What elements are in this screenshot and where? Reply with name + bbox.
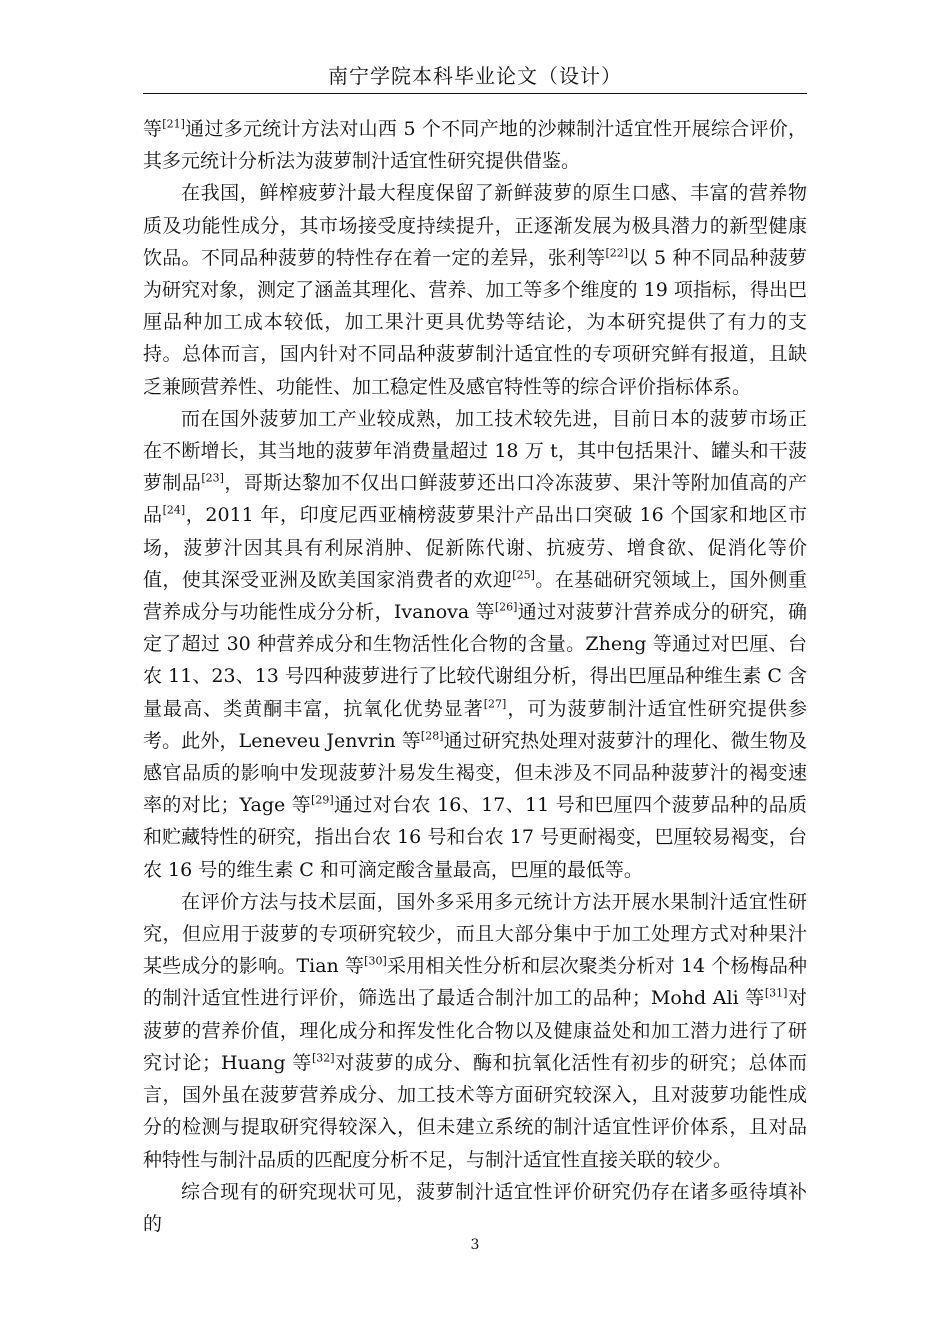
text-run: 在我国，鲜榨疲萝汁最大程度保留了新鲜菠萝的原生口感、丰富的营养物质及功能性成分，其市场接受度持续提升，正逐渐发展为极具潜力的新型健康饮品。不同品种菠萝的特性存在着一定的差异，张利等: [143, 182, 807, 269]
citation-marker: [26]: [494, 600, 518, 614]
citation-marker: [29]: [311, 793, 334, 807]
citation-marker: [22]: [605, 246, 629, 260]
text-run: 对菠萝的成分、酶和抗氧化活性有初步的研究；总体而言，国外虽在菠萝营养成分、加工技术等方面研究较深入，且对菠萝功能性成分的检测与提取研究得较深入，但未建立系统的制汁适宜性评价体系，且对品种特性与制汁品质的匹配度分析不足，与制汁适宜性直接关联的较少。: [143, 1051, 807, 1171]
page-number: 3: [470, 1237, 480, 1253]
text-run: 对菠萝的营养价值，理化成分和挥发性化合物以及健康益处和加工潜力进行了研究讨论；Huang 等: [143, 987, 807, 1074]
citation-marker: [23]: [201, 471, 224, 485]
text-run: 而在国外菠萝加工产业较成熟，加工技术较先进，目前日本的菠萝市场正在不断增长，其当地的菠萝年消费量超过 18 万 t，其中包括果汁、罐头和干菠萝制品: [143, 407, 807, 495]
citation-marker: [27]: [483, 697, 507, 711]
text-run: 通过对台农 16、17、11 号和巴厘四个菠萝品种的品质和贮藏特性的研究，指出台农 16 号和台农 17 号更耐褐变，巴厘较易褐变，台农 16 号的维生素 C 和可滴定酸含量最高，巴厘的最低等。: [143, 794, 807, 881]
text-run: 以 5 种不同品种菠萝为研究对象，测定了涵盖其理化、营养、加工等多个维度的 19 项指标，得出巴厘品种加工成本较低，加工果汁更具优势等结论，为本研究提供了有力的支持。总体而言，国内针对不同品种菠萝制汁适宜性的专项研究鲜有报道，且缺乏兼顾营养性、功能性、加工稳定性及感官特性等的综合评价指标体系。: [143, 246, 807, 398]
text-run: ，2011 年，印度尼西亚楠榜菠萝果汁产品出口突破 16 个国家和地区市场，菠萝汁因其具有利尿消肿、促新陈代谢、抗疲劳、增食欲、促消化等价值，使其深受亚洲及欧美国家消费者的欢迎: [143, 504, 807, 591]
text-run: 通过研究热处理对菠萝汁的理化、微生物及感官品质的影响中发现菠萝汁易发生褐变，但未涉及不同品种菠萝汁的褐变速率的对比；Yage 等: [143, 729, 807, 817]
body-text: [143, 113, 807, 1240]
text-run: ，哥斯达黎加不仅出口鲜菠萝还出口冷冻菠萝、果汁等附加值高的产品: [143, 472, 807, 527]
text-run: 在评价方法与技术层面，国外多采用多元统计方法开展水果制汁适宜性研究，但应用于菠萝的专项研究较少，而且大部分集中于加工处理方式对种果汁某些成分的影响。Tian 等: [143, 890, 807, 978]
text-run: 通过多元统计方法对山西 5 个不同产地的沙棘制汁适宜性开展综合评价，其多元统计分析法为菠萝制汁适宜性研究提供借鉴。: [143, 118, 807, 173]
citation-marker: [21]: [162, 117, 185, 131]
text-run: 综合现有的研究现状可见，菠萝制汁适宜性评价研究仍存在诸多亟待填补的: [143, 1180, 807, 1235]
paragraph: [143, 113, 807, 177]
text-run: ，可为菠萝制汁适宜性研究提供参考。此外，Leneveu Jenvrin 等: [143, 697, 807, 752]
text-run: 通过对菠萝汁营养成分的研究，确定了超过 30 种营养成分和生物活性化合物的含量。Zheng 等通过对巴厘、台农 11、23、13 号四种菠萝进行了比较代谢组分析，得出巴厘品种维生素 C 含量最高、类黄酮丰富，抗氧化优势显著: [143, 601, 807, 720]
text-run: 采用相关性分析和层次聚类分析对 14 个杨梅品种的制汁适宜性进行评价，筛选出了最适合制汁加工的品种；Mohd Ali 等: [143, 955, 807, 1010]
citation-marker: [25]: [512, 568, 535, 582]
citation-marker: [30]: [364, 954, 387, 968]
text-run: 。在基础研究领域上，国外侧重营养成分与功能性成分分析，Ivanova 等: [143, 568, 807, 624]
paragraph: [143, 1176, 807, 1240]
citation-marker: [32]: [312, 1051, 335, 1065]
citation-marker: [24]: [162, 504, 186, 518]
paragraph: [143, 403, 807, 886]
citation-marker: [31]: [764, 987, 788, 1001]
running-header: 南宁学院本科毕业论文（设计）: [328, 64, 622, 88]
citation-marker: [28]: [420, 729, 444, 743]
paragraph: [143, 177, 807, 402]
text-run: 等: [143, 118, 163, 140]
paragraph: [143, 886, 807, 1176]
header-rule: [143, 93, 807, 94]
